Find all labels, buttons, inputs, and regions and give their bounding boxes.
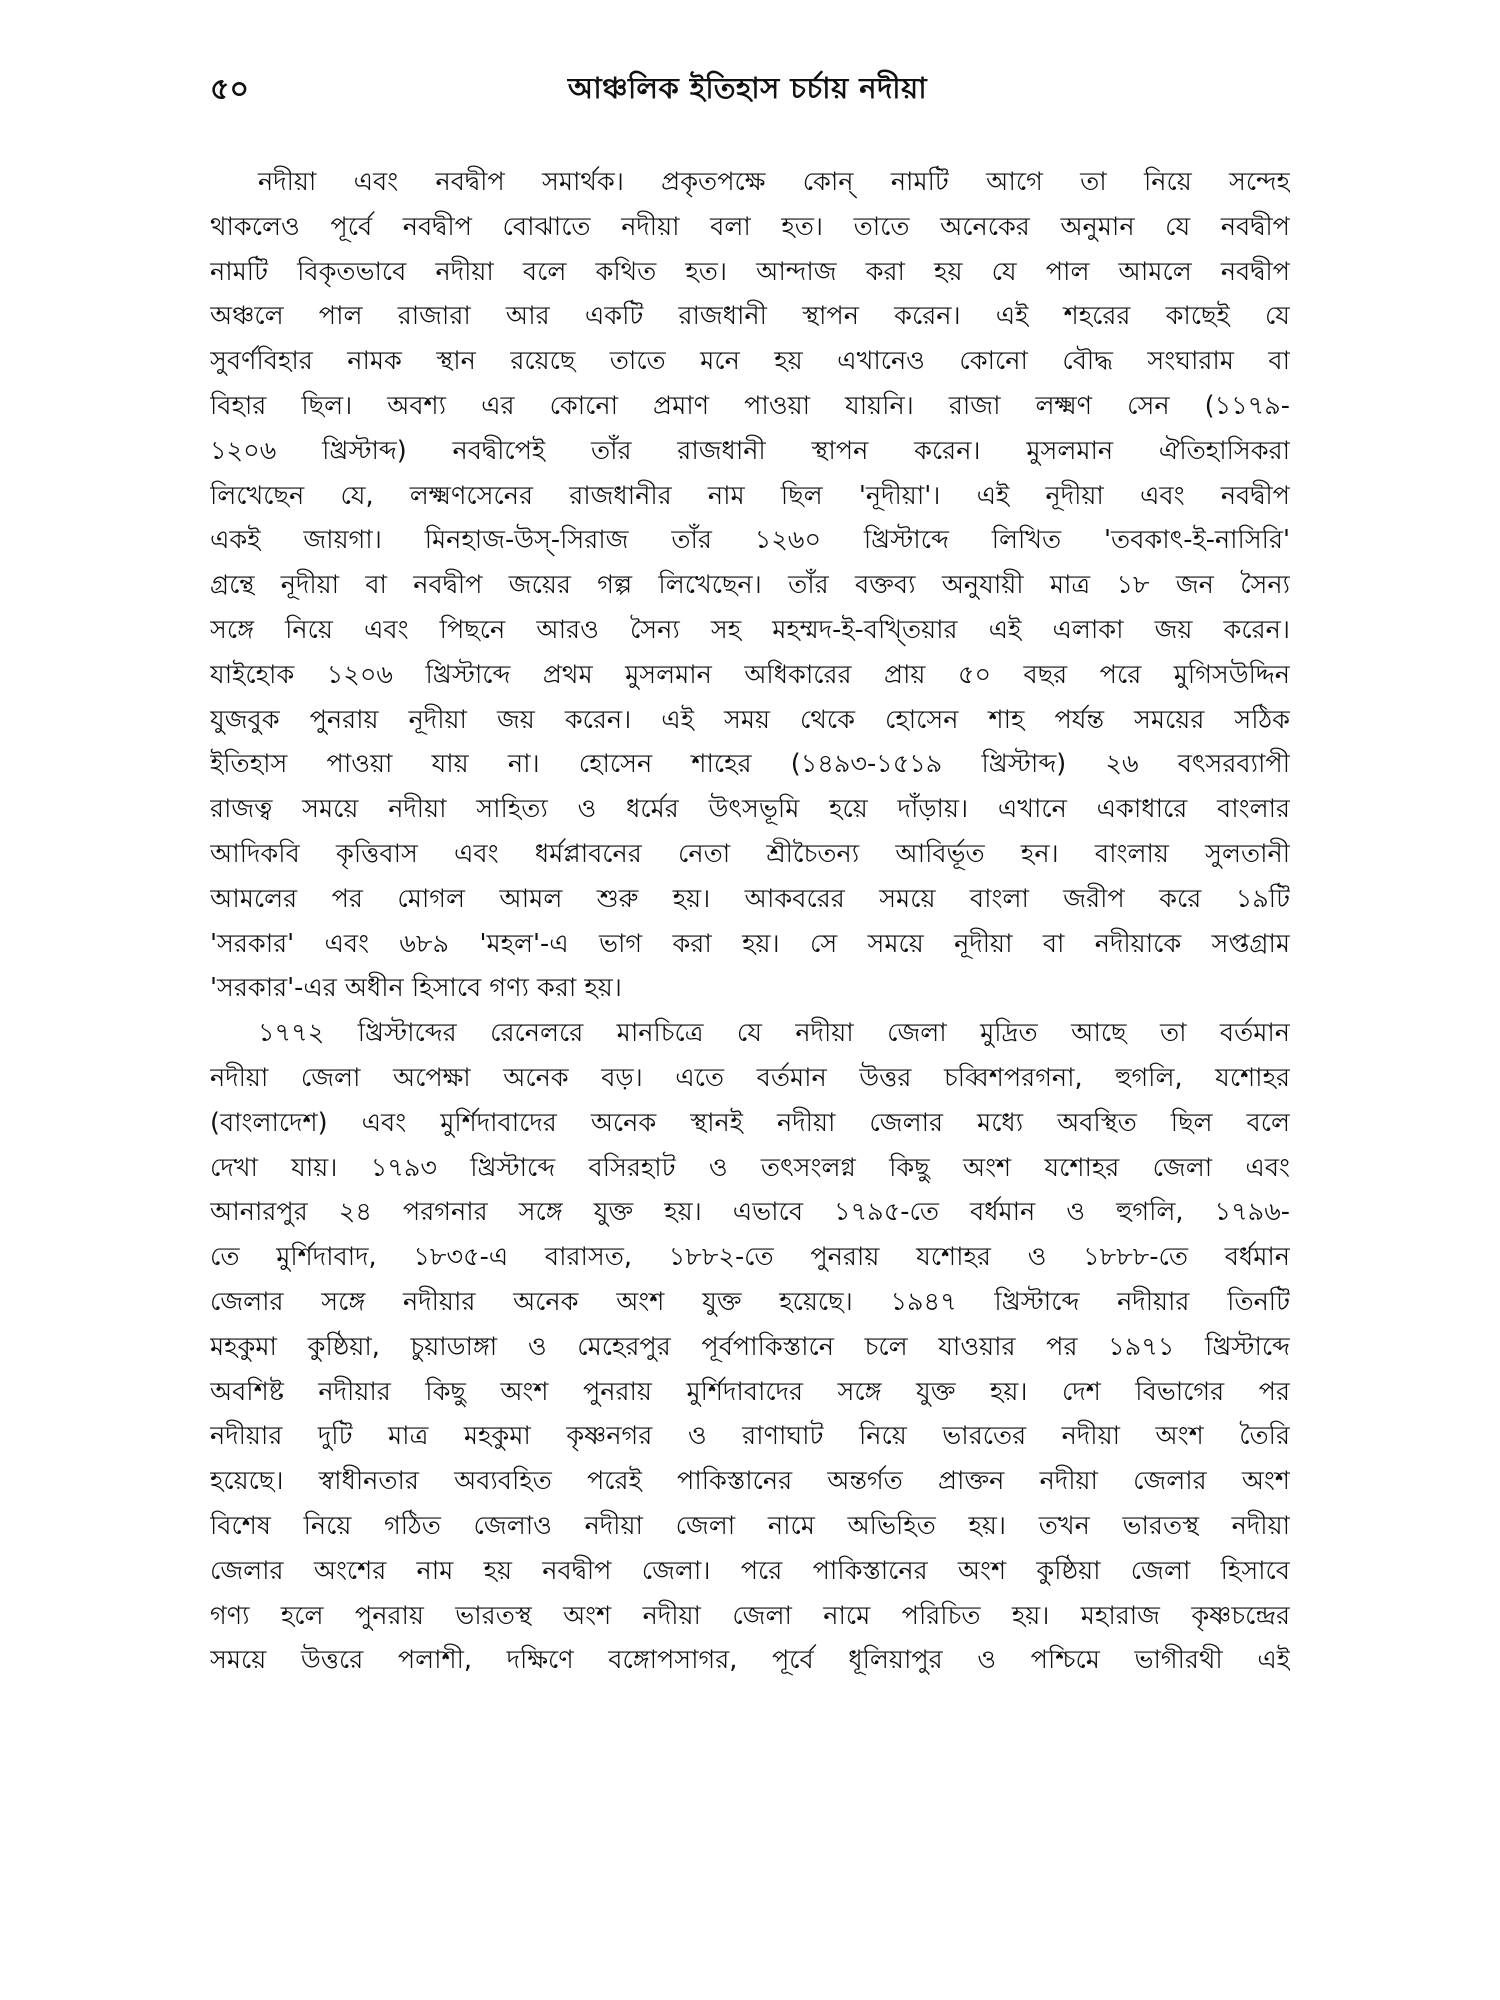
text-line: সময়ে উত্তরে পলাশী, দক্ষিণে বঙ্গোপসাগর, পূর্বে ধূলিয়াপুর ও পশ্চিমে ভাগীরথী এই: [210, 1645, 1290, 1676]
text-line: আদিকবি কৃত্তিবাস এবং ধর্মপ্লাবনের নেতা শ্রীচৈতন্য আবির্ভূত হন। বাংলায় সুলতানী: [210, 838, 1290, 869]
text-line: হয়েছে। স্বাধীনতার অব্যবহিত পরেই পাকিস্তানের অন্তর্গত প্রাক্তন নদীয়া জেলার অংশ: [210, 1466, 1290, 1497]
text-line: নদীয়ার দুটি মাত্র মহকুমা কৃষ্ণনগর ও রাণাঘাট নিয়ে ভারতের নদীয়া অংশ তৈরি: [210, 1421, 1290, 1452]
text-line: আনারপুর ২৪ পরগনার সঙ্গে যুক্ত হয়। এভাবে ১৭৯৫-তে বর্ধমান ও হুগলি, ১৭৯৬-: [210, 1197, 1290, 1228]
text-line: ১৭৭২ খ্রিস্টাব্দের রেনেলরে মানচিত্রে যে নদীয়া জেলা মুদ্রিত আছে তা বর্তমান: [258, 1018, 1290, 1049]
text-line: ইতিহাস পাওয়া যায় না। হোসেন শাহের (১৪৯৩-১৫১৯ খ্রিস্টাব্দ) ২৬ বৎসরব্যাপী: [210, 749, 1290, 780]
text-line: যুজবুক পুনরায় নূদীয়া জয় করেন। এই সময় থেকে হোসেন শাহ পর্যন্ত সময়ের সঠিক: [210, 704, 1290, 735]
text-line: নামটি বিকৃতভাবে নদীয়া বলে কথিত হত। আন্দাজ করা হয় যে পাল আমলে নবদ্বীপ: [210, 256, 1290, 287]
running-title: আঞ্চলিক ইতিহাস চর্চায় নদীয়া: [567, 70, 928, 105]
text-line: বিহার ছিল। অবশ্য এর কোনো প্রমাণ পাওয়া যায়নি। রাজা লক্ষ্মণ সেন (১১৭৯-: [210, 390, 1290, 421]
text-line: রাজত্ব সময়ে নদীয়া সাহিত্য ও ধর্মের উৎসভূমি হয়ে দাঁড়ায়। এখানে একাধারে বাংলার: [210, 794, 1290, 825]
page-number: ৫০: [210, 72, 249, 107]
text-line: নদীয়া এবং নবদ্বীপ সমার্থক। প্রকৃতপক্ষে কোন্ নামটি আগে তা নিয়ে সন্দেহ: [258, 167, 1290, 197]
text-line: যাইহোক ১২০৬ খ্রিস্টাব্দে প্রথম মুসলমান অধিকারের প্রায় ৫০ বছর পরে মুগিসউদ্দিন: [210, 659, 1290, 690]
text-line: সুবর্ণবিহার নামক স্থান রয়েছে তাতে মনে হয় এখানেও কোনো বৌদ্ধ সংঘারাম বা: [210, 346, 1290, 377]
paragraph-2: [210, 1011, 1290, 1683]
text-line: বিশেষ নিয়ে গঠিত জেলাও নদীয়া জেলা নামে অভিহিত হয়। তখন ভারতস্থ নদীয়া: [210, 1510, 1290, 1541]
text-line: আমলের পর মোগল আমল শুরু হয়। আকবরের সময়ে বাংলা জরীপ করে ১৯টি: [210, 883, 1290, 914]
text-line: জেলার সঙ্গে নদীয়ার অনেক অংশ যুক্ত হয়েছে। ১৯৪৭ খ্রিস্টাব্দে নদীয়ার তিনটি: [210, 1286, 1290, 1317]
text-line: লিখেছেন যে, লক্ষ্মণসেনের রাজধানীর নাম ছিল 'নূদীয়া'। এই নূদীয়া এবং নবদ্বীপ: [210, 480, 1290, 511]
text-line: সঙ্গে নিয়ে এবং পিছনে আরও সৈন্য সহ মহম্মদ-ই-বখ্তিয়ার এই এলাকা জয় করেন।: [210, 614, 1290, 645]
text-line: গণ্য হলে পুনরায় ভারতস্থ অংশ নদীয়া জেলা নামে পরিচিত হয়। মহারাজ কৃষ্ণচন্দ্রের: [210, 1600, 1290, 1631]
text-line: দেখা যায়। ১৭৯৩ খ্রিস্টাব্দে বসিরহাট ও তৎসংলগ্ন কিছু অংশ যশোহর জেলা এবং: [210, 1152, 1290, 1183]
page-header: [210, 60, 1285, 120]
text-line: 'সরকার'-এর অধীন হিসাবে গণ্য করা হয়।: [210, 973, 622, 1004]
text-line: নদীয়া জেলা অপেক্ষা অনেক বড়। এতে বর্তমান উত্তর চব্বিশপরগনা, হুগলি, যশোহর: [210, 1062, 1290, 1093]
text-line: 'সরকার' এবং ৬৮৯ 'মহল'-এ ভাগ করা হয়। সে সময়ে নূদীয়া বা নদীয়াকে সপ্তগ্রাম: [210, 928, 1290, 959]
text-line: একই জায়গা। মিনহাজ-উস্-সিরাজ তাঁর ১২৬০ খ্রিস্টাব্দে লিখিত 'তবকাৎ-ই-নাসিরি': [210, 525, 1290, 556]
text-line: তে মুর্শিদাবাদ, ১৮৩৫-এ বারাসত, ১৮৮২-তে পুনরায় যশোহর ও ১৮৮৮-তে বর্ধমান: [210, 1242, 1290, 1273]
paragraph-1: [210, 160, 1290, 1011]
text-line: থাকলেও পূর্বে নবদ্বীপ বোঝাতে নদীয়া বলা হত। তাতে অনেকের অনুমান যে নবদ্বীপ: [210, 211, 1290, 242]
text-line: (বাংলাদেশ) এবং মুর্শিদাবাদের অনেক স্থানই নদীয়া জেলার মধ্যে অবস্থিত ছিল বলে: [210, 1107, 1290, 1138]
text-line: জেলার অংশের নাম হয় নবদ্বীপ জেলা। পরে পাকিস্তানের অংশ কুষ্ঠিয়া জেলা হিসাবে: [210, 1555, 1290, 1586]
text-line: মহকুমা কুষ্ঠিয়া, চুয়াডাঙ্গা ও মেহেরপুর পূর্বপাকিস্তানে চলে যাওয়ার পর ১৯৭১ খ্রিস্টাব্দে: [210, 1331, 1290, 1362]
text-line: গ্রন্থে নূদীয়া বা নবদ্বীপ জয়ের গল্প লিখেছেন। তাঁর বক্তব্য অনুযায়ী মাত্র ১৮ জন সৈন্য: [210, 570, 1290, 601]
text-line: অঞ্চলে পাল রাজারা আর একটি রাজধানী স্থাপন করেন। এই শহরের কাছেই যে: [210, 301, 1290, 332]
body-text: [210, 160, 1290, 1970]
text-line: ১২০৬ খ্রিস্টাব্দ) নবদ্বীপেই তাঁর রাজধানী স্থাপন করেন। মুসলমান ঐতিহাসিকরা: [210, 435, 1290, 466]
text-line: অবশিষ্ট নদীয়ার কিছু অংশ পুনরায় মুর্শিদাবাদের সঙ্গে যুক্ত হয়। দেশ বিভাগের পর: [210, 1376, 1290, 1407]
